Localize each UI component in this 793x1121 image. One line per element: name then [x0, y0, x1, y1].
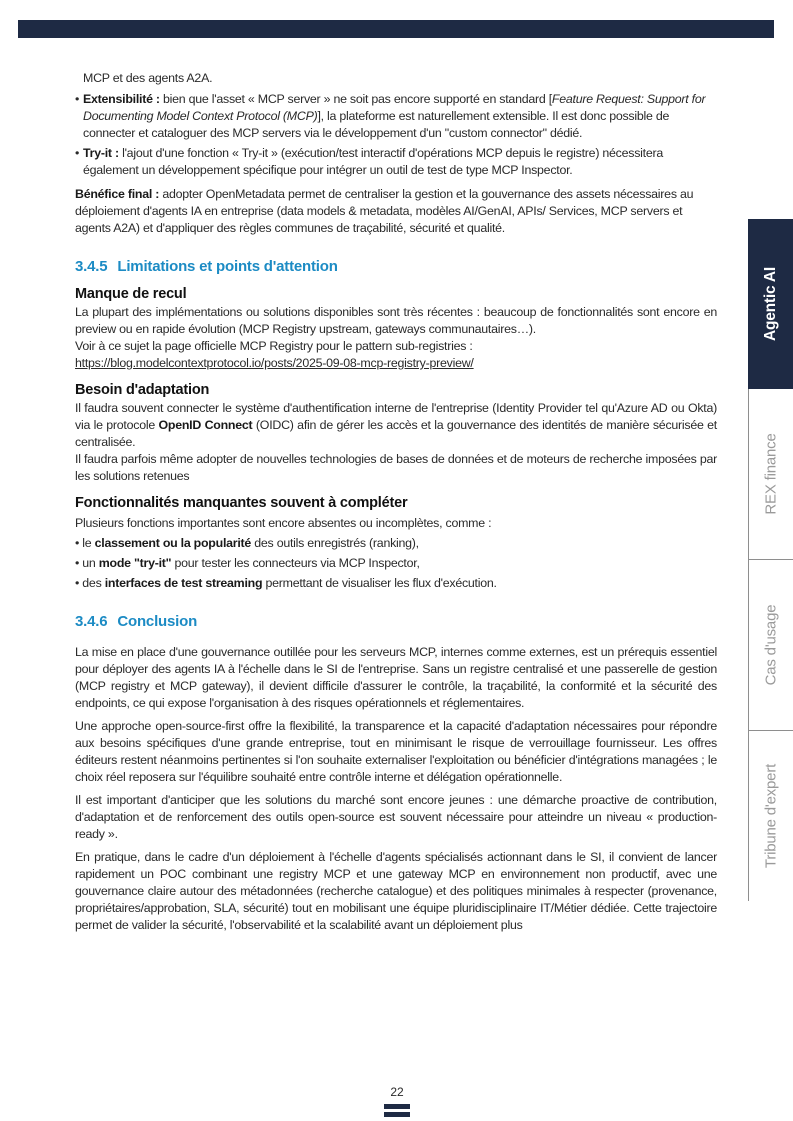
benefit-paragraph	[75, 186, 717, 237]
section-title: Limitations et points d'attention	[117, 258, 338, 275]
bullet-dot: •	[75, 536, 83, 550]
page-number: 22	[390, 1085, 404, 1099]
conclusion-paragraph-1: La mise en place d'une gouvernance outillée pour les serveurs MCP, internes comme externes, est un prérequis essentiel pour déployer des agents IA à l'échelle dans le SI de l'entreprise. Sans un registre centralisé et une passerelle de gestion (MCP registry et MCP gateway), il devient difficile d'assurer le contrôle, la traçabilité, la conformité et la sécurité des endpoints, ce qui expose l'organisation à des risques opérationnels et réglementaires.	[75, 645, 717, 710]
tab-label: Agentic AI	[761, 266, 779, 342]
adaptation-text: Il faudra souvent connecter le système d'authentification interne de l'entreprise (Identity Provider tel qu'Azure AD ou Okta) via le protocole	[75, 401, 717, 432]
func-item-text: pour tester les connecteurs via MCP Inspector,	[171, 556, 420, 570]
bullet-text: bien que l'asset « MCP server » ne soit pas encore supporté en standard [	[159, 92, 552, 106]
bullet-label: Extensibilité :	[83, 92, 160, 106]
tab-rex-finance[interactable]	[748, 389, 793, 559]
bullet-text: ], la plateforme est naturellement extensible. Il est donc possible de connecter et cataloguer des MCP servers via le développement d'un "custom connector" dédié.	[83, 109, 670, 140]
benefit-label: Bénéfice final :	[75, 187, 160, 201]
section-3-4-6-heading	[75, 612, 717, 632]
bullet-extensibilite	[75, 91, 717, 142]
func-item-bold: mode "try-it"	[98, 556, 172, 570]
page-content	[75, 70, 717, 934]
bullet-text: l'ajout d'une fonction « Try-it » (exécution/test interactif d'opérations MCP depuis le registre) nécessitera également un développement spécifique pour intégrer un outil de test de type MCP Inspector.	[83, 146, 663, 177]
benefit-text: adopter OpenMetadata permet de centraliser la gestion et la gouvernance des assets nécessaires au déploiement d'agents IA en entreprise (data models & metadata, modèles AI/GenAI, APIs/ Services, MCP servers et agents A2A) et d'appliquer des règles communes de traçabilité, sécurité et qualité.	[75, 187, 694, 235]
intro-continuation: MCP et des agents A2A.	[83, 71, 213, 85]
section-3-4-5-heading	[75, 257, 717, 277]
tab-agentic-ai[interactable]	[748, 219, 793, 389]
subheading-fonctionnalites: Fonctionnalités manquantes souvent à compléter	[75, 495, 408, 511]
section-number: 3.4.5	[75, 258, 108, 275]
func-item-streaming	[75, 575, 717, 592]
bullet-dot: •	[75, 92, 80, 106]
tab-label: Cas d'usage	[762, 604, 780, 686]
openid-connect-label: OpenID Connect	[158, 418, 253, 432]
bullet-dot: •	[75, 146, 80, 160]
bullet-dot: •	[75, 576, 83, 590]
recul-link-intro: Voir à ce sujet la page officielle MCP Registry pour le pattern sub-registries :	[75, 339, 473, 353]
func-item-text: permettant de visualiser les flux d'exécution.	[262, 576, 497, 590]
subheading-recul: Manque de recul	[75, 286, 187, 302]
tab-cas-usage[interactable]	[748, 560, 793, 730]
func-intro: Plusieurs fonctions importantes sont encore absentes ou incomplètes, comme :	[75, 516, 492, 530]
header-band	[18, 20, 774, 38]
adaptation-text: (OIDC) afin de gérer les accès et la gouvernance des identités de manière sécurisée et centralisée.	[75, 418, 717, 449]
bullet-try-it	[75, 145, 717, 179]
feature-request-title: Feature Request: Support for Documenting Model Context Protocol (MCP)	[83, 92, 706, 123]
func-item-try-it	[75, 555, 717, 572]
section-number: 3.4.6	[75, 613, 108, 630]
recul-paragraph: La plupart des implémentations ou solutions disponibles sont très récentes : beaucoup de fonctionnalités sont encore en preview ou en rapide évolution (MCP Registry upstream, gateways communautaires…).	[75, 305, 717, 336]
func-item-ranking	[75, 535, 717, 552]
tab-label: Tribune d'expert	[762, 763, 780, 869]
conclusion-paragraph-3: Il est important d'anticiper que les solutions du marché sont encore jeunes : une démarche proactive de contribution, d'adaptation et de renforcement des outils open-source est souvent nécessaire pour atteindre un niveau « production-ready ».	[75, 793, 717, 841]
conclusion-paragraph-4: En pratique, dans le cadre d'un déploiement à l'échelle d'agents spécialisés actionnant dans le SI, il convient de lancer rapidement un POC combinant une registry MCP et une gateway MCP en environnement non productif, avec une gouvernance claire autour des métadonnées (recherche catalogue) et des politiques minimales à respecter (provenance, propriétaires/approbation, SLA, sécurité) tout en mobilisant une équipe pluridisciplinaire IT/Métier dédiée. Cette trajectoire permet de valider la sécurité, l'observabilité et la scalabilité avant un déploiement plus	[75, 850, 717, 932]
page-mark-icon	[384, 1104, 410, 1117]
mcp-registry-link[interactable]: https://blog.modelcontextprotocol.io/posts/2025-09-08-mcp-registry-preview/	[75, 356, 474, 370]
adaptation-paragraph-2: Il faudra parfois même adopter de nouvelles technologies de bases de données et de moteurs de recherche imposées par les solutions retenues	[75, 452, 717, 483]
tab-label: REX finance	[762, 433, 780, 515]
bullet-label: Try-it :	[83, 146, 119, 160]
func-item-text: un	[82, 556, 99, 570]
func-item-bold: classement ou la popularité	[94, 536, 252, 550]
subheading-adaptation: Besoin d'adaptation	[75, 382, 210, 398]
side-navigation-tabs	[748, 219, 793, 901]
func-item-text: des outils enregistrés (ranking),	[251, 536, 419, 550]
func-item-text: des	[82, 576, 105, 590]
bullet-dot: •	[75, 556, 83, 570]
tab-tribune-expert[interactable]	[748, 731, 793, 901]
func-item-text: le	[82, 536, 95, 550]
conclusion-paragraph-2: Une approche open-source-first offre la flexibilité, la transparence et la capacité d'adaptation nécessaires pour répondre aux besoins spécifiques d'une grande entreprise, tout en minimisant le risque de verrouillage fournisseur. Les offres éditeurs restent néanmoins pertinentes si l'on souhaite externaliser l'exploitation ou bénéficier d'intégrations managées ; le choix réel reposera sur l'équilibre souhaité entre contrôle interne et délégation opérationnelle.	[75, 719, 717, 784]
adaptation-paragraph-1	[75, 400, 717, 451]
section-title: Conclusion	[117, 613, 198, 630]
func-item-bold: interfaces de test streaming	[104, 576, 263, 590]
